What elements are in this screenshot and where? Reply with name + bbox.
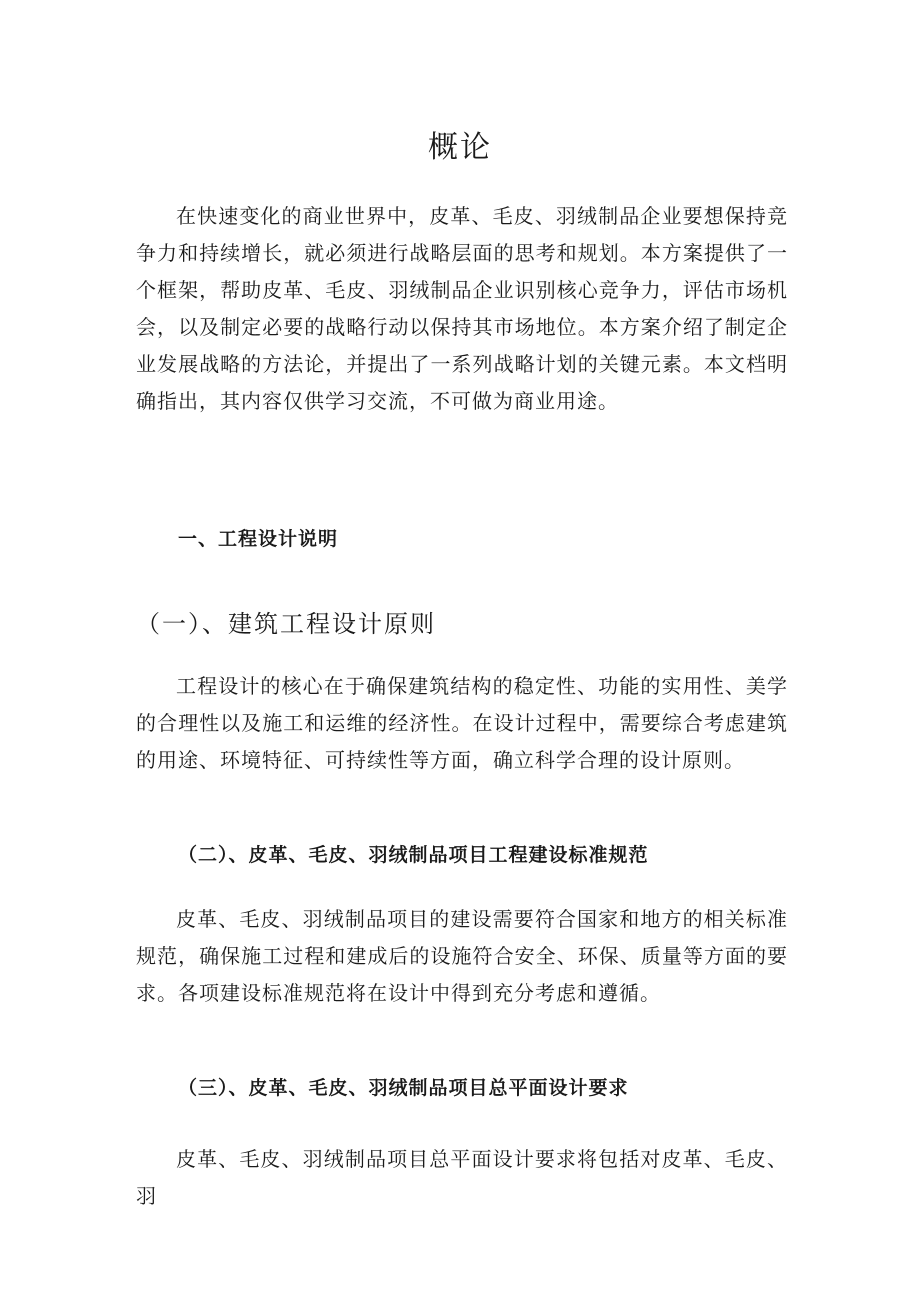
- subsection-heading-site-plan-requirements: （三）、皮革、毛皮、羽绒制品项目总平面设计要求: [178, 1077, 629, 1099]
- site-plan-requirements-paragraph: 皮革、毛皮、羽绒制品项目总平面设计要求将包括对皮革、毛皮、羽: [136, 1147, 788, 1208]
- section-heading-engineering-design: 一、工程设计说明: [178, 528, 339, 550]
- design-principles-paragraph: 工程设计的核心在于确保建筑结构的稳定性、功能的实用性、美学的合理性以及施工和运维的经济性。在设计过程中，需要综合考虑建筑的用途、环境特征、可持续性等方面，确立科学合理的设计原则。: [136, 674, 788, 772]
- intro-paragraph: 在快速变化的商业世界中，皮革、毛皮、羽绒制品企业要想保持竞争力和持续增长，就必须进行战略层面的思考和规划。本方案提供了一个框架，帮助皮革、毛皮、羽绒制品企业识别核心竞争力，评估市场机会，以及制定必要的战略行动以保持其市场地位。本方案介绍了制定企业发展战略的方法论，并提出了一系列战略计划的关键元素。本文档明确指出，其内容仅供学习交流，不可做为商业用途。: [136, 204, 788, 413]
- construction-standards-paragraph: 皮革、毛皮、羽绒制品项目的建设需要符合国家和地方的相关标准规范，确保施工过程和建成后的设施符合安全、环保、质量等方面的要求。各项建设标准规范将在设计中得到充分考虑和遵循。: [136, 907, 788, 1005]
- subsection-heading-construction-standards: （二）、皮革、毛皮、羽绒制品项目工程建设标准规范: [178, 844, 649, 866]
- page-title: 概论: [428, 130, 492, 165]
- subsection-heading-design-principles: （一）、建筑工程设计原则: [136, 610, 436, 638]
